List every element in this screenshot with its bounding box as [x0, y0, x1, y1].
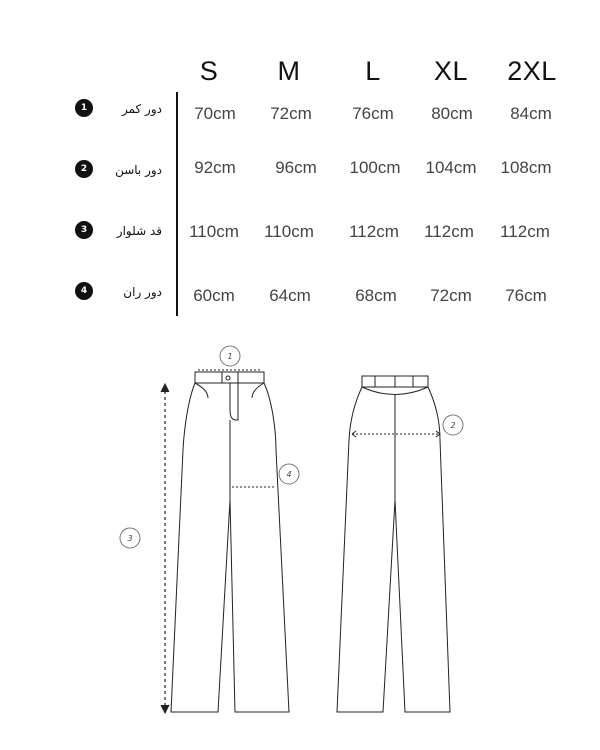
cell: 70cm	[194, 104, 236, 123]
front-button	[226, 376, 230, 380]
marker-thigh	[279, 464, 299, 484]
size-header-m: M	[277, 56, 301, 86]
cell: 80cm	[431, 104, 473, 123]
marker-length	[120, 528, 140, 548]
cell: 76cm	[505, 286, 547, 305]
size-header-s: S	[199, 56, 219, 86]
cell: 112cm	[349, 222, 399, 241]
cell: 92cm	[194, 158, 236, 177]
pants-diagram	[0, 330, 600, 750]
row-label-hip: دور باسن	[115, 163, 162, 177]
cell: 96cm	[275, 158, 317, 177]
table-divider	[176, 92, 178, 316]
front-fly	[230, 383, 238, 420]
svg-text:1: 1	[227, 352, 233, 361]
cell: 60cm	[193, 286, 235, 305]
back-yoke	[362, 387, 428, 395]
cell: 100cm	[349, 158, 401, 177]
size-header-l: L	[365, 56, 381, 86]
cell: 110cm	[189, 222, 239, 241]
cell: 112cm	[424, 222, 474, 241]
length-arrow	[161, 384, 169, 713]
row-marker-3: 3	[75, 221, 93, 239]
row-label-waist: دور کمر	[121, 102, 162, 116]
cell: 110cm	[264, 222, 314, 241]
marker-hip	[443, 415, 463, 435]
svg-text:2: 2	[450, 421, 456, 430]
cell: 108cm	[500, 158, 552, 177]
svg-text:3: 3	[127, 534, 133, 543]
pants-front-view	[171, 370, 292, 712]
row-label-thigh: دور ران	[123, 285, 162, 299]
pants-back-view	[337, 376, 450, 712]
cell: 68cm	[355, 286, 397, 305]
row-marker-4: 4	[75, 282, 93, 300]
cell: 64cm	[269, 286, 311, 305]
size-header-2xl: 2XL	[507, 56, 557, 86]
row-label-length: قد شلوار	[116, 224, 162, 238]
cell: 76cm	[352, 104, 394, 123]
svg-text:4: 4	[286, 470, 292, 479]
cell: 72cm	[430, 286, 472, 305]
row-marker-2: 2	[75, 160, 93, 178]
cell: 72cm	[270, 104, 312, 123]
marker-waist	[220, 346, 240, 366]
row-marker-1: 1	[75, 99, 93, 117]
cell: 104cm	[425, 158, 477, 177]
cell: 112cm	[500, 222, 550, 241]
size-header-xl: XL	[433, 56, 469, 86]
cell: 84cm	[510, 104, 552, 123]
